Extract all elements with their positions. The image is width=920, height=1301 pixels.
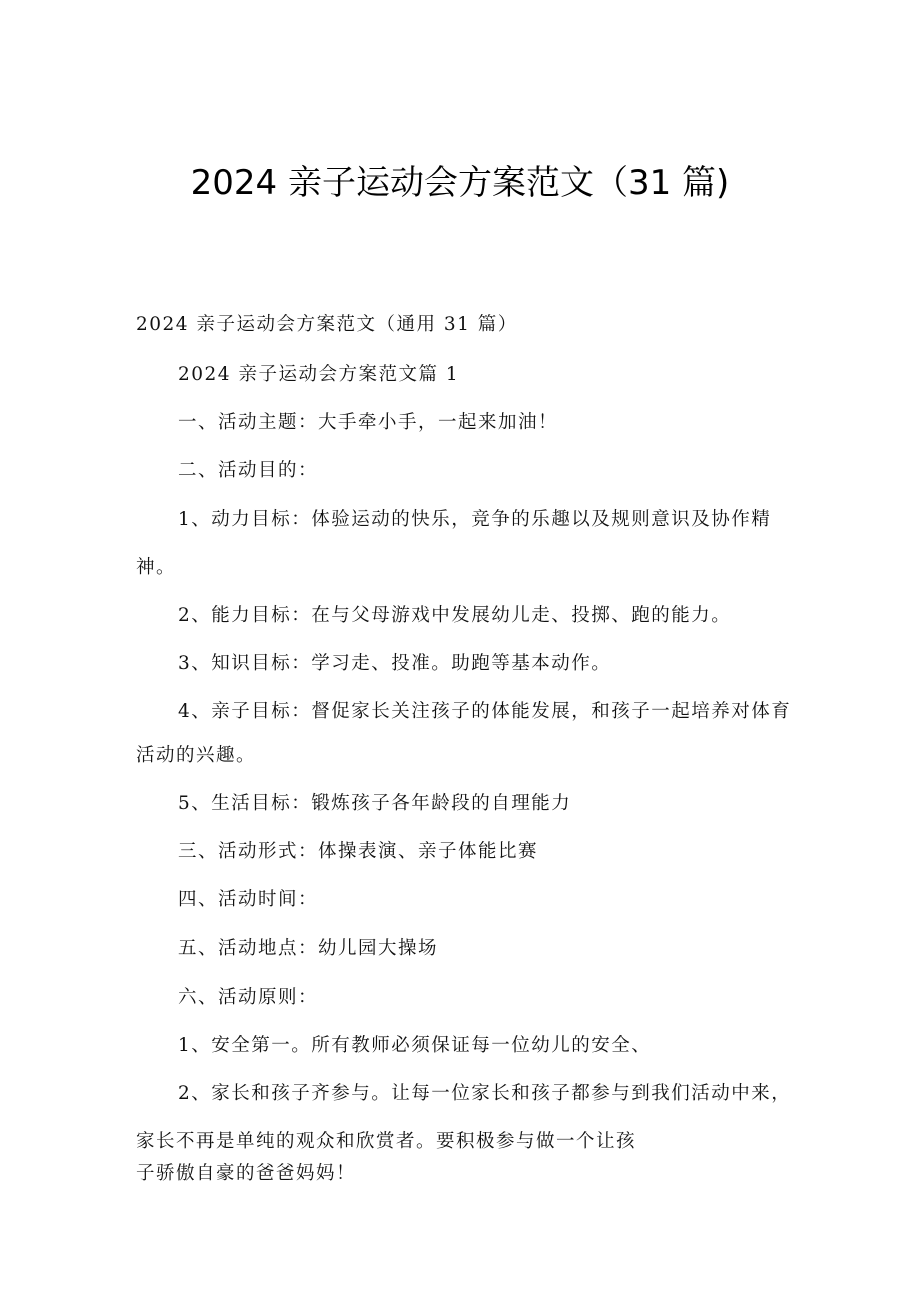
paragraph-line: 二、活动目的： xyxy=(178,460,319,481)
paragraph-line: 2、能力目标：在与父母游戏中发展幼儿走、投掷、跑的能力。 xyxy=(178,605,732,626)
subtitle-line: 2024 亲子运动会方案范文（通用 31 篇） xyxy=(136,314,518,335)
document-title: 2024 亲子运动会方案范文（31 篇) xyxy=(190,163,730,203)
paragraph-line: 一、活动主题：大手牵小手，一起来加油！ xyxy=(178,412,559,433)
paragraph-line: 2、家长和孩子齐参与。让每一位家长和孩子都参与到我们活动中来， xyxy=(178,1083,792,1104)
paragraph-line: 1、安全第一。所有教师必须保证每一位幼儿的安全、 xyxy=(178,1035,652,1056)
paragraph-line: 六、活动原则： xyxy=(178,987,319,1008)
paragraph-line: 活动的兴趣。 xyxy=(136,745,257,766)
paragraph-line: 四、活动时间： xyxy=(178,889,319,910)
paragraph-line: 神。 xyxy=(136,557,177,578)
paragraph-line: 4、亲子目标：督促家长关注孩子的体能发展，和孩子一起培养对体育 xyxy=(178,701,792,722)
paragraph-line: 家长不再是单纯的观众和欣赏者。要积极参与做一个让孩 xyxy=(136,1131,637,1152)
paragraph-line: 三、活动形式：体操表演、亲子体能比赛 xyxy=(178,841,539,862)
paragraph-line: 1、动力目标：体验运动的快乐，竞争的乐趣以及规则意识及协作精 xyxy=(178,509,772,530)
section-heading: 2024 亲子运动会方案范文篇 1 xyxy=(178,364,460,385)
paragraph-line: 五、活动地点：幼儿园大操场 xyxy=(178,938,439,959)
paragraph-line: 子骄傲自豪的爸爸妈妈！ xyxy=(136,1163,357,1184)
paragraph-line: 3、知识目标：学习走、投准。助跑等基本动作。 xyxy=(178,653,612,674)
paragraph-line: 5、生活目标：锻炼孩子各年龄段的自理能力 xyxy=(178,793,572,814)
